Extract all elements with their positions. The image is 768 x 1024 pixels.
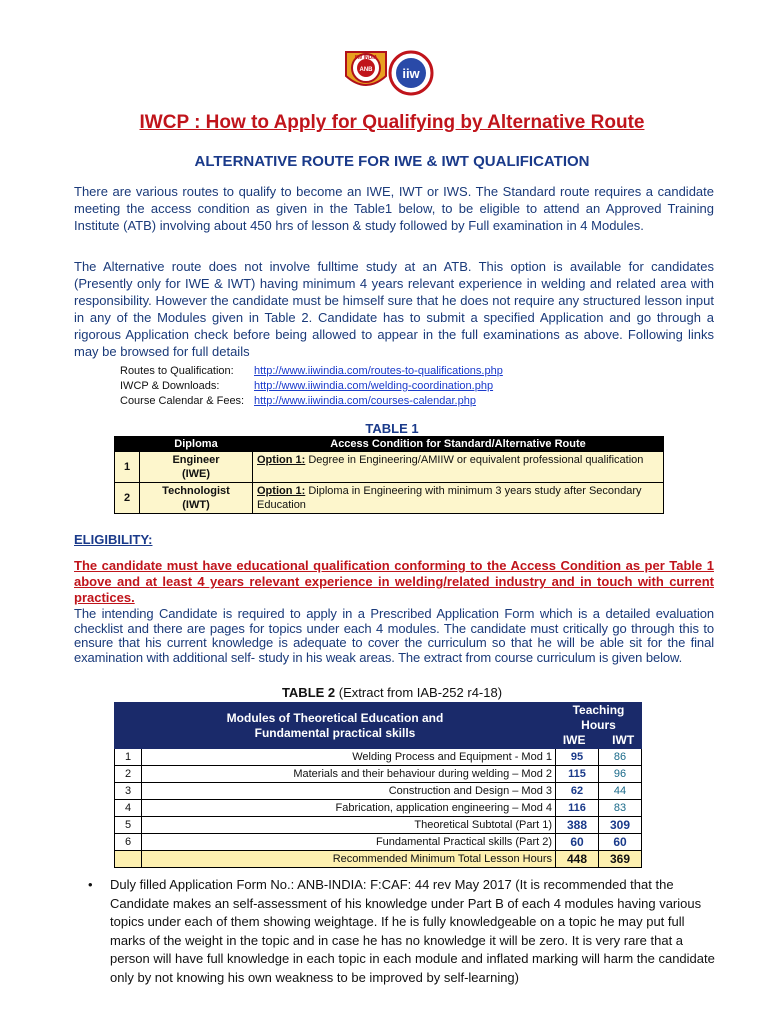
row-number: 3 — [115, 783, 142, 800]
row-number: 2 — [115, 483, 140, 514]
table2-title-rest: (Extract from IAB-252 r4-18) — [335, 685, 503, 700]
link-label: Course Calendar & Fees: — [120, 395, 245, 407]
iwt-header: IWT — [612, 733, 635, 747]
table-header-cell — [115, 437, 140, 452]
table1-title: TABLE 1 — [365, 421, 419, 436]
table-row — [115, 783, 642, 800]
iwt-hours: 309 — [599, 817, 642, 834]
row-number: 1 — [115, 452, 140, 483]
page-title: IWCP : How to Apply for Qualifying by Alternative Route — [139, 112, 645, 133]
link-row — [120, 379, 503, 394]
bullet-icon: • — [88, 877, 93, 892]
table-row — [115, 766, 642, 783]
iwe-hours: 388 — [556, 817, 599, 834]
logo1-mid-text: ANB — [359, 67, 373, 73]
logo1-top-text: IIW INDIA — [354, 55, 378, 61]
table-header-row — [115, 703, 642, 749]
row-number: 5 — [115, 817, 142, 834]
eligibility-heading: ELIGIBILITY: — [74, 532, 153, 547]
diploma-abbr: (IWT) — [182, 499, 210, 511]
table-row — [115, 800, 642, 817]
modules-header-line1: Modules of Theoretical Education and — [226, 710, 444, 725]
links-list — [120, 364, 503, 409]
option-label: Option 1: — [257, 485, 306, 497]
iwe-hours: 115 — [556, 766, 599, 783]
diploma-name: Technologist — [162, 485, 230, 497]
link-label: Routes to Qualification: — [120, 365, 234, 377]
link-label: IWCP & Downloads: — [120, 380, 220, 392]
eligibility-text: The candidate must have educational qualification conforming to the Access Condition as per Table 1 above and at least 4 years relevant experience in welding/related industry and in touch with current practices. — [74, 558, 714, 605]
row-number: 6 — [115, 834, 142, 851]
iwe-hours: 448 — [556, 851, 599, 868]
hours-header-label: Teaching Hours — [572, 703, 625, 732]
iwt-hours: 44 — [599, 783, 642, 800]
row-number — [115, 851, 142, 868]
row-number: 2 — [115, 766, 142, 783]
page-subtitle: ALTERNATIVE ROUTE FOR IWE & IWT QUALIFICATION — [194, 153, 590, 170]
diploma-abbr: (IWE) — [181, 468, 211, 480]
table-row — [115, 452, 664, 483]
module-name: Recommended Minimum Total Lesson Hours — [142, 851, 556, 868]
routes-link[interactable]: http://www.iiwindia.com/routes-to-qualifications.php — [254, 365, 503, 377]
intro-paragraph: There are various routes to qualify to become an IWE, IWT or IWS. The Standard route requires a candidate meeting the access condition as given in the Table1 below, to be eligible to attend an Approved Training Institute (ATB) involving about 450 hrs of lesson & study followed by Full examination in 4 Modules. — [74, 184, 714, 233]
module-name: Welding Process and Equipment - Mod 1 — [142, 749, 556, 766]
iwe-hours: 116 — [556, 800, 599, 817]
diploma-cell — [140, 452, 253, 483]
table-header-row — [115, 437, 664, 452]
row-number: 4 — [115, 800, 142, 817]
iwt-hours: 83 — [599, 800, 642, 817]
module-name: Theoretical Subtotal (Part 1) — [142, 817, 556, 834]
calendar-link[interactable]: http://www.iiwindia.com/courses-calendar.php — [254, 395, 476, 407]
table-header-cell: Access Condition for Standard/Alternative Route — [253, 437, 664, 452]
logo2-text: iiw — [402, 66, 420, 81]
teaching-hours-table — [114, 702, 642, 868]
row-number: 1 — [115, 749, 142, 766]
link-row — [120, 364, 503, 379]
iwe-header: IWE — [562, 733, 586, 747]
modules-header — [115, 703, 556, 749]
condition-cell — [253, 483, 664, 514]
access-condition-table — [114, 436, 664, 514]
table-row — [115, 834, 642, 851]
table-row — [115, 749, 642, 766]
iwe-hours: 60 — [556, 834, 599, 851]
module-name: Construction and Design – Mod 3 — [142, 783, 556, 800]
alternative-route-paragraph: The Alternative route does not involve fulltime study at an ATB. This option is available for candidates (Presently only for IWE & IWT) having minimum 4 years relevant experience in welding and related area with responsibility. However the candidate must be himself sure that he does not require any structured lesson input in any of the Modules given in Table 2. Candidate has to submit a specified Application and go through a rigorous Application check before being allowed to appear in the full examinations as above. Following links may be browsed for full details — [74, 259, 714, 359]
iwe-hours: 95 — [556, 749, 599, 766]
modules-header-line2: Fundamental practical skills — [254, 725, 416, 740]
application-paragraph: The intending Candidate is required to apply in a Prescribed Application Form which is a detailed evaluation checklist and there are pages for topics under each 4 modules. The candidate must critically go through this to ensure that his current knowledge is adequate to cover the curriculum so that he will be able sit for the final examination with additional self- study in his weak areas. The extract from course curriculum is given below. — [74, 606, 714, 665]
iwt-hours: 96 — [599, 766, 642, 783]
table2-title-bold: TABLE 2 — [281, 685, 336, 700]
diploma-name: Engineer — [172, 454, 220, 466]
option-label: Option 1: — [257, 454, 306, 466]
link-row — [120, 394, 503, 409]
iwt-hours: 369 — [599, 851, 642, 868]
bullet-text: Duly filled Application Form No.: ANB-INDIA: F:CAF: 44 rev May 2017 (It is recommended that the Candidate makes an self-assessment of his knowledge under Part B of each 4 modules having various topics under each of them showing weightage. If he is fully knowledgeable on a topic he may put full marks of the weight in the topic and in case he has no knowledge it will be zero. It is very rare that a person will have full knowledge in each topic in each module and inflated marking will harm the candidate only by not knowing his own weakness to be improved by self-learning) — [110, 877, 715, 985]
diploma-cell — [140, 483, 253, 514]
module-name: Fundamental Practical skills (Part 2) — [142, 834, 556, 851]
iwt-hours: 60 — [599, 834, 642, 851]
hours-header — [556, 703, 642, 749]
iiw-india-logo — [342, 46, 390, 94]
table-total-row — [115, 851, 642, 868]
table-header-cell: Diploma — [140, 437, 253, 452]
iiw-logo — [388, 50, 434, 96]
condition-cell — [253, 452, 664, 483]
condition-text: Diploma in Engineering with minimum 3 years study after Secondary Education — [257, 485, 642, 511]
header-logos — [342, 46, 438, 98]
downloads-link[interactable]: http://www.iiwindia.com/welding-coordination.php — [254, 380, 494, 392]
condition-text: Degree in Engineering/AMIIW or equivalent professional qualification — [305, 454, 644, 466]
module-name: Materials and their behaviour during welding – Mod 2 — [142, 766, 556, 783]
table-row — [115, 817, 642, 834]
iwt-hours: 86 — [599, 749, 642, 766]
table-row — [115, 483, 664, 514]
module-name: Fabrication, application engineering – Mod 4 — [142, 800, 556, 817]
table2-title — [0, 685, 768, 700]
iwe-hours: 62 — [556, 783, 599, 800]
